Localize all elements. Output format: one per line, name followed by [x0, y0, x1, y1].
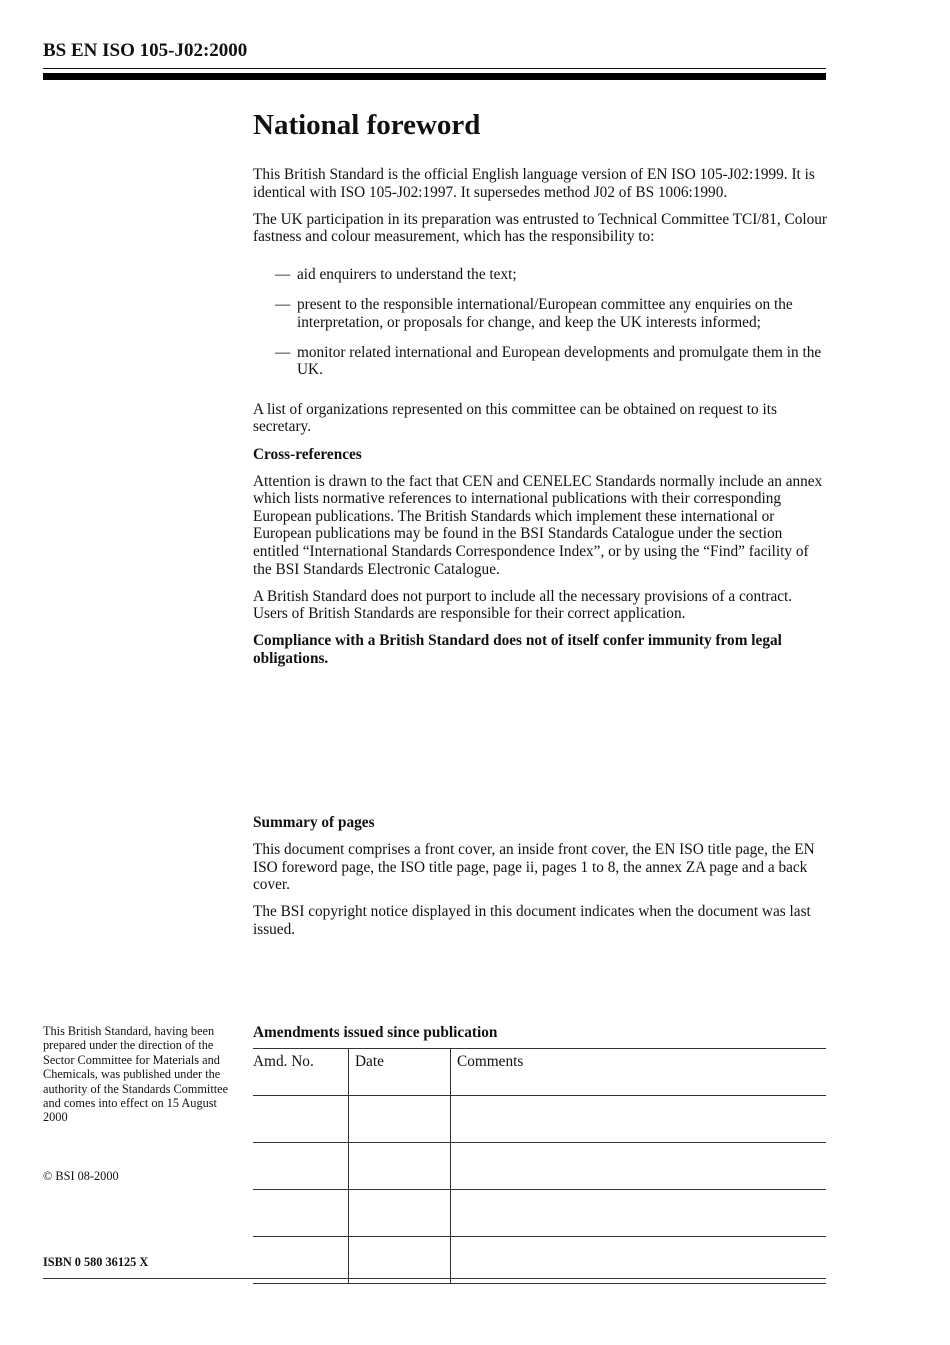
document-id: BS EN ISO 105-J02:2000: [43, 40, 248, 61]
table-row: [253, 1143, 826, 1190]
amendments-table: [253, 1048, 826, 1284]
table-cell: [451, 1237, 827, 1284]
table-cell: [349, 1237, 451, 1284]
table-header-row: [253, 1049, 826, 1096]
footer-rule: [43, 1278, 826, 1279]
table-cell: [451, 1096, 827, 1143]
publication-note: This British Standard, having been prepared under the direction of the Sector Committee for Materials and Chemicals, was published under the authority of the Standards Committee and comes into effect on 15 August 2000: [43, 1024, 229, 1125]
dash-bullet: —: [275, 295, 291, 313]
isbn: ISBN 0 580 36125 X: [43, 1255, 149, 1269]
table-cell: [451, 1190, 827, 1237]
intro-paragraph-2: The UK participation in its preparation was entrusted to Technical Committee TCI/81, Colour fastness and colour measurement, which has the responsibility to:: [253, 210, 827, 246]
dash-bullet: —: [275, 343, 291, 361]
table-cell: [253, 1190, 349, 1237]
table-row: [253, 1190, 826, 1237]
spacer: [253, 677, 828, 814]
table-row: [253, 1237, 826, 1284]
compliance-statement: Compliance with a British Standard does not of itself confer immunity from legal obligations.: [253, 632, 782, 667]
list-item-text: monitor related international and European developments and promulgate them in the UK.: [297, 343, 822, 379]
crossref-heading: Cross-references: [253, 445, 362, 463]
provisions-paragraph: A British Standard does not purport to include all the necessary provisions of a contract. Users of British Standards are responsible for their correct application.: [253, 587, 793, 623]
column-header-date: Date: [349, 1049, 451, 1096]
copyright-notice-paragraph: The BSI copyright notice displayed in this document indicates when the document was last issued.: [253, 903, 811, 939]
organizations-paragraph: A list of organizations represented on this committee can be obtained on request to its secretary.: [253, 400, 777, 436]
responsibilities-list: [253, 266, 828, 379]
table-cell: [451, 1143, 827, 1190]
table-cell: [349, 1143, 451, 1190]
summary-heading: Summary of pages: [253, 814, 375, 832]
table-row: [253, 1096, 826, 1143]
table-cell: [253, 1143, 349, 1190]
main-content: [253, 108, 828, 948]
intro-paragraph-1: This British Standard is the official English language version of EN ISO 105-J02:1999. It is identical with ISO 105-J02:1997. It supersedes method J02 of BS 1006:1990.: [253, 166, 815, 201]
header-rule-thin: [43, 68, 826, 69]
list-item: [253, 344, 828, 379]
header-rule-thick: [43, 73, 826, 80]
summary-paragraph: This document comprises a front cover, an inside front cover, the EN ISO title page, the EN ISO foreword page, the ISO title page, page ii, pages 1 to 8, the annex ZA page and a back cover.: [253, 841, 815, 894]
table-cell: [253, 1237, 349, 1284]
list-item-text: aid enquirers to understand the text;: [297, 265, 517, 283]
dash-bullet: —: [275, 265, 291, 283]
list-item: [253, 266, 828, 284]
copyright-line: © BSI 08-2000: [43, 1169, 119, 1183]
amendments-title: Amendments issued since publication: [253, 1024, 498, 1041]
crossref-paragraph: Attention is drawn to the fact that CEN and CENELEC Standards normally include an annex which lists normative references to international publications with their corresponding European publications. The British Standards which implement these international or European publications may be found in the BSI Standards Catalogue under the section entitled “International Standards Correspondence Index”, or by using the “Find” facility of the BSI Standards Electronic Catalogue.: [253, 472, 823, 578]
column-header-amd-no: Amd. No.: [253, 1049, 349, 1096]
table-cell: [349, 1190, 451, 1237]
list-item-text: present to the responsible international/European committee any enquiries on the interpretation, or proposals for change, and keep the UK interests informed;: [297, 295, 793, 331]
table-cell: [349, 1096, 451, 1143]
page-title: National foreword: [253, 109, 481, 141]
list-item: [253, 296, 828, 331]
table-cell: [253, 1096, 349, 1143]
column-header-comments: Comments: [451, 1049, 827, 1096]
